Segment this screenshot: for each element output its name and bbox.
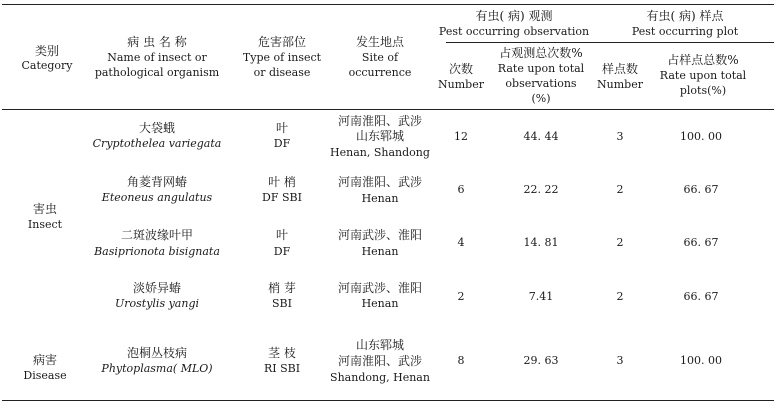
header-part-en1: Type of insect: [242, 51, 322, 64]
group-label-disease-zh: 病害: [32, 353, 58, 367]
row-1-part-en: DF: [273, 137, 291, 150]
row-3-plots: 2: [616, 236, 624, 249]
group-header-rule: [446, 42, 774, 43]
row-4-plot-rate: 66. 67: [683, 290, 719, 303]
row-3-site-1: 河南武涉、淮阳: [337, 228, 423, 242]
header-observation-group-en: Pest occurring observation: [438, 25, 590, 38]
row-4-site-2: Henan: [361, 297, 399, 310]
header-organism-en1: Name of insect or: [107, 51, 207, 64]
row-1-part-zh: 叶: [275, 121, 289, 135]
row-1-plot-rate: 100. 00: [680, 130, 722, 143]
row-4-name-zh: 淡娇异蝽: [132, 281, 182, 295]
header-site-en1: Site of: [361, 51, 399, 64]
row-1-site-3: Henan, Shandong: [330, 146, 430, 159]
row-1-obs-rate: 44. 44: [523, 130, 559, 143]
row-2-count: 6: [457, 183, 465, 196]
row-5-site-1: 山东郓城: [355, 338, 405, 352]
header-obs-rate-en2: observations: [505, 77, 577, 90]
group-label-insect-en: Insect: [27, 218, 63, 231]
row-4-count: 2: [457, 290, 465, 303]
row-1-plots: 3: [616, 130, 624, 143]
row-5-obs-rate: 29. 63: [523, 354, 559, 367]
row-1-count: 12: [454, 130, 468, 143]
header-site-zh: 发生地点: [355, 35, 405, 49]
row-3-count: 4: [457, 236, 465, 249]
header-count-en: Number: [438, 78, 484, 91]
header-plot-rate-en1: Rate upon total: [659, 69, 747, 82]
header-part-en2: or disease: [253, 66, 311, 79]
header-plot-rate-en2: plots(%): [679, 84, 727, 97]
header-category-en: Category: [21, 59, 73, 72]
table-top-rule: [2, 4, 774, 5]
row-5-plot-rate: 100. 00: [680, 354, 722, 367]
header-plots-en: Number: [597, 78, 643, 91]
header-observation-group-zh: 有虫( 病) 观测: [475, 9, 553, 23]
row-3-name-sci: Basiprionota bisignata: [94, 245, 220, 258]
row-2-part-zh: 叶 梢: [268, 175, 296, 189]
header-organism-en2: pathological organism: [94, 66, 220, 79]
group-label-disease-en: Disease: [23, 369, 67, 382]
header-part-zh: 危害部位: [257, 35, 307, 49]
row-5-count: 8: [457, 354, 465, 367]
row-5-part-zh: 茎 枝: [268, 346, 296, 360]
header-site-en2: occurrence: [348, 66, 412, 79]
row-2-plots: 2: [616, 183, 624, 196]
row-1-site-1: 河南淮阳、武涉: [337, 114, 423, 128]
row-3-part-en: DF: [273, 245, 291, 258]
header-obs-rate-zh: 占观测总次数%: [499, 46, 583, 60]
header-obs-rate-en3: (%): [531, 92, 551, 105]
row-2-site-1: 河南淮阳、武涉: [337, 175, 423, 189]
header-plot-group-zh: 有虫( 病) 样点: [646, 9, 724, 23]
row-2-plot-rate: 66. 67: [683, 183, 719, 196]
row-4-site-1: 河南武涉、淮阳: [337, 281, 423, 295]
row-2-obs-rate: 22. 22: [523, 183, 559, 196]
row-3-obs-rate: 14. 81: [523, 236, 559, 249]
row-5-part-en: RI SBI: [263, 362, 301, 375]
header-count-zh: 次数: [448, 62, 474, 76]
header-plot-rate-zh: 占样点总数%: [667, 53, 739, 67]
row-2-part-en: DF SBI: [262, 191, 302, 204]
row-4-obs-rate: 7.41: [528, 290, 554, 303]
row-4-part-en: SBI: [272, 297, 292, 310]
group-label-insect-zh: 害虫: [32, 202, 58, 216]
row-1-site-2: 山东郓城: [355, 129, 405, 143]
row-3-plot-rate: 66. 67: [683, 236, 719, 249]
row-5-name-sci: Phytoplasma( MLO): [101, 362, 213, 375]
table-bottom-rule: [2, 400, 774, 401]
header-obs-rate-en1: Rate upon total: [497, 62, 585, 75]
row-5-plots: 3: [616, 354, 624, 367]
header-bottom-rule: [2, 109, 774, 110]
row-3-part-zh: 叶: [275, 228, 289, 242]
header-category-zh: 类别: [34, 44, 60, 58]
header-plots-zh: 样点数: [601, 62, 639, 76]
row-5-name-zh: 泡桐丛枝病: [126, 346, 188, 360]
row-1-name-zh: 大袋蛾: [138, 121, 176, 135]
header-organism-zh: 病 虫 名 称: [127, 35, 187, 49]
row-3-site-2: Henan: [361, 245, 399, 258]
row-5-site-2: 河南淮阳、武涉: [337, 354, 423, 368]
row-2-site-2: Henan: [361, 192, 399, 205]
header-plot-group-en: Pest occurring plot: [631, 25, 739, 38]
row-3-name-zh: 二斑波缘叶甲: [120, 228, 194, 242]
row-2-name-zh: 角菱背网蝽: [126, 175, 188, 189]
row-2-name-sci: Eteoneus angulatus: [101, 191, 213, 204]
row-4-name-sci: Urostylis yangi: [114, 297, 200, 310]
row-4-part-zh: 梢 芽: [268, 281, 296, 295]
row-4-plots: 2: [616, 290, 624, 303]
row-1-name-sci: Cryptothelea variegata: [92, 137, 222, 150]
row-5-site-3: Shandong, Henan: [330, 371, 430, 384]
